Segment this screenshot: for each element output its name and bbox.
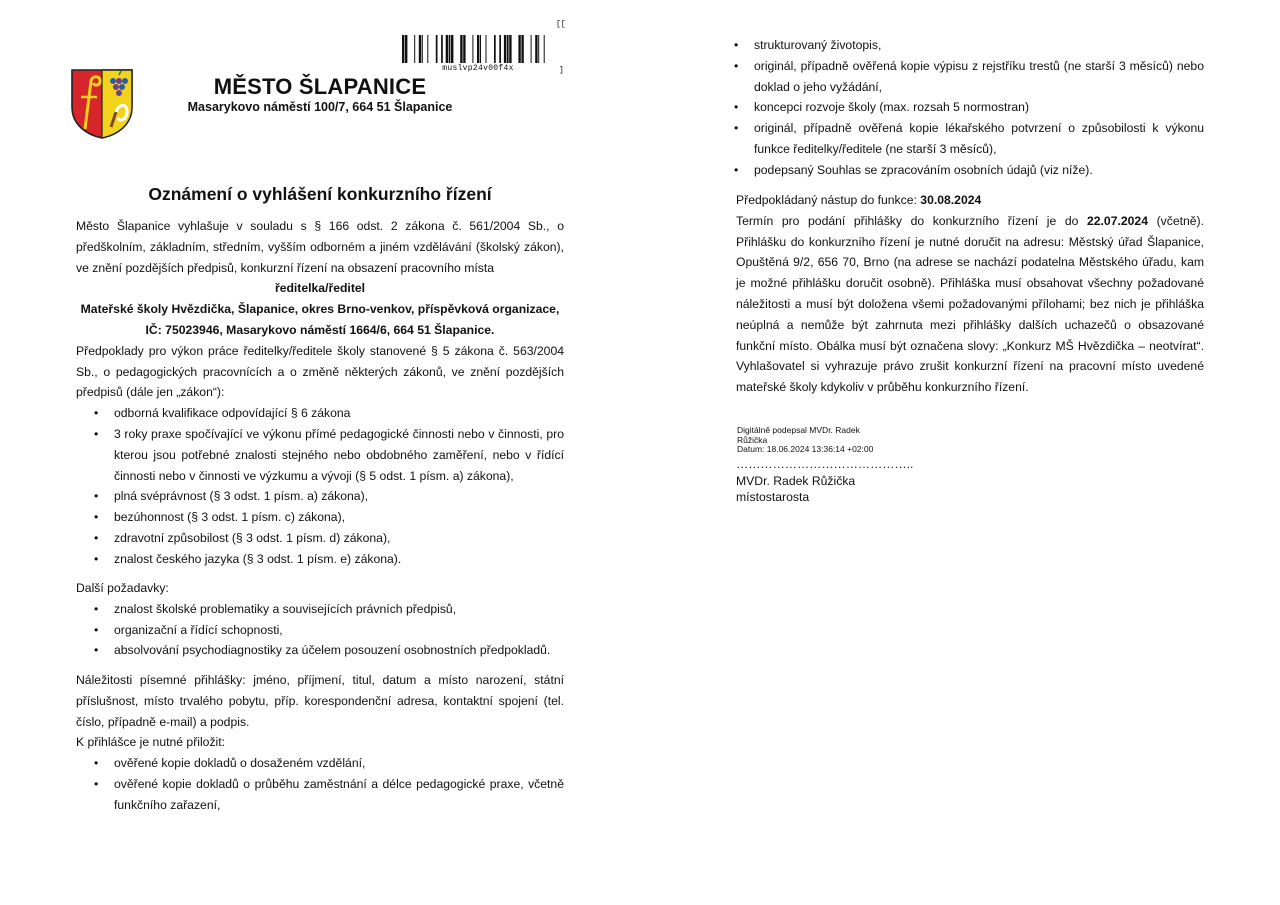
- signatory-name: MVDr. Radek Růžička: [736, 473, 856, 488]
- barcode-bar: [449, 35, 451, 63]
- barcode-bracket-close: ]: [559, 66, 564, 75]
- intro-paragraph: [76, 216, 564, 570]
- barcode-image: [402, 35, 554, 63]
- digital-signature-stamp: [737, 426, 937, 455]
- prerequisite-item: • znalost českého jazyka (§ 3 odst. 1 písm. e) zákona).: [76, 549, 564, 570]
- application-details: Náležitosti písemné přihlášky: jméno, příjmení, titul, datum a místo narození, státní příslušnost, místo trvalého pobytu, příp. korespondenční adresa, kontaktní spojení (tel. číslo, případně e-mail) a podpis.: [76, 673, 564, 729]
- barcode-bar: [472, 35, 473, 63]
- barcode-bar: [463, 35, 465, 63]
- attachments-list-left: [76, 753, 564, 815]
- start-date: 30.08.2024: [920, 193, 982, 207]
- barcode-bar: [477, 35, 479, 63]
- barcode-bar: [419, 35, 421, 63]
- prerequisite-item: • plná svéprávnost (§ 3 odst. 1 písm. a) zákona),: [76, 486, 564, 507]
- prerequisites-intro: Předpoklady pro výkon práce ředitelky/ředitele školy stanovené § 5 zákona č. 563/2004 Sb., o pedagogických pracovnících a o změně některých zákonů, ve znění pozdějších předpisů (dále jen „zákon“):: [76, 343, 564, 400]
- intro-text: Město Šlapanice vyhlašuje v souladu s § 166 odst. 2 zákona č. 561/2004 Sb., o předškolním, základním, středním, vyšším odborném a jiném vzdělávání (školský zákon), ve znění pozdějších předpisů, konkurzní řízení na obsazení pracovního místa: [76, 219, 564, 275]
- barcode-bracket-open: [[: [556, 20, 566, 29]
- school-line-1: Mateřské školy Hvězdička, Šlapanice, okres Brno-venkov, příspěvková organizace,: [80, 302, 560, 317]
- city-address: Masarykovo náměstí 100/7, 664 51 Šlapanice: [187, 100, 453, 114]
- barcode-bar: [436, 35, 438, 63]
- barcode-bar: [414, 35, 415, 63]
- other-requirements-heading: Další požadavky:: [76, 581, 169, 595]
- other-requirements-list: [76, 599, 564, 661]
- barcode-text: muslvp24v00f4x: [442, 64, 514, 73]
- barcode-bar: [521, 35, 523, 63]
- barcode-bar: [441, 35, 443, 63]
- barcode-bar: [446, 35, 448, 63]
- barcode-bar: [535, 35, 537, 63]
- deadline-text-before: Termín pro podání přihlášky do konkurzního řízení je do: [736, 213, 1087, 228]
- attachment-item: • originál, případně ověřená kopie lékařského potvrzení o způsobilosti k výkonu funkce ředitelky/ředitele (ne starší 3 měsíců),: [716, 118, 1204, 160]
- school-line-2: IČ: 75023946, Masarykovo náměstí 1664/6, 664 51 Šlapanice.: [145, 322, 495, 337]
- barcode-bar: [494, 35, 496, 63]
- barcode-bar: [422, 35, 423, 63]
- other-requirement-item: • znalost školské problematiky a souvisejících právních předpisů,: [76, 599, 564, 620]
- attachment-item: • originál, případně ověřená kopie výpisu z rejstříku trestů (ne starší 3 měsíců) nebo doklad o jeho vyžádání,: [716, 56, 1204, 98]
- start-paragraph: [736, 190, 1204, 211]
- barcode-bar: [451, 35, 453, 63]
- start-label: Předpokládaný nástup do funkce:: [736, 193, 921, 207]
- attachments-heading: K přihlášce je nutné přiložit:: [76, 735, 226, 750]
- attachment-item: • koncepci rozvoje školy (max. rozsah 5 normostran): [716, 97, 1204, 118]
- attachments-continued: [716, 35, 1204, 181]
- barcode-bar: [402, 35, 404, 63]
- prerequisite-item: • 3 roky praxe spočívající ve výkonu přímé pedagogické činnosti nebo v činnosti, pro kterou jsou potřebné znalosti stejného nebo obdobného zaměření, nebo v řídící činnosti nebo v činnosti ve výzkumu a vývoji (§ 5 odst. 1 písm. a) zákona),: [76, 424, 564, 486]
- barcode-bar: [531, 35, 532, 63]
- barcode-bar: [499, 35, 501, 63]
- document-title: Oznámení o vyhlášení konkurzního řízení: [148, 184, 492, 204]
- other-requirements-section: [76, 578, 564, 661]
- barcode-bar: [480, 35, 481, 63]
- digital-signature-line-2: Růžička: [737, 434, 768, 445]
- position-role: ředitelka/ředitel: [274, 281, 366, 296]
- prerequisite-item: • odborná kvalifikace odpovídající § 6 zákona: [76, 403, 564, 424]
- deadline-date: 22.07.2024: [1086, 213, 1148, 228]
- barcode-bar: [518, 35, 520, 63]
- other-requirement-item: • organizační a řídící schopnosti,: [76, 620, 564, 641]
- application-section: [76, 670, 564, 816]
- digital-signature-date: Datum: 18.06.2024 13:36:14 +02:00: [737, 444, 874, 455]
- dates-section: [736, 190, 1204, 398]
- signature-dots: ……………………………………..: [736, 457, 914, 471]
- city-name: MĚSTO ŠLAPANICE: [213, 74, 427, 99]
- attachments-list-right: [716, 35, 1204, 181]
- prerequisite-item: • zdravotní způsobilost (§ 3 odst. 1 písm. d) zákona),: [76, 528, 564, 549]
- attachment-item: • podepsaný Souhlas se zpracováním osobních údajů (viz níže).: [716, 160, 1204, 181]
- signatory-title: místostarosta: [736, 490, 810, 504]
- barcode-bar: [405, 35, 407, 63]
- barcode-bar: [509, 35, 511, 63]
- signature-block: [736, 456, 1036, 506]
- attachment-item: • strukturovaný životopis,: [716, 35, 1204, 56]
- attachment-item: • ověřené kopie dokladů o dosaženém vzdělání,: [76, 753, 564, 774]
- other-requirement-item: • absolvování psychodiagnostiky za účelem posouzení osobnostních předpokladů.: [76, 640, 564, 661]
- barcode-bar: [486, 35, 487, 63]
- barcode-bar: [460, 35, 462, 63]
- prerequisite-item: • bezúhonnost (§ 3 odst. 1 písm. c) zákona),: [76, 507, 564, 528]
- attachment-item: • ověřené kopie dokladů o průběhu zaměstnání a délce pedagogické praxe, včetně funkčního zařazení,: [76, 774, 564, 816]
- barcode-bar: [427, 35, 428, 63]
- digital-signature-line-1: Digitálně podepsal MVDr. Radek: [737, 425, 860, 435]
- deadline-paragraph: [736, 211, 1204, 398]
- city-crest-icon: [69, 67, 135, 139]
- barcode-bar: [504, 35, 506, 63]
- barcode-bar: [507, 35, 509, 63]
- barcode-bar: [544, 35, 545, 63]
- prerequisites-list: [76, 403, 564, 569]
- barcode-bar: [538, 35, 539, 63]
- deadline-text-after: (včetně). Přihlášku do konkurzního řízení je nutné doručit na adresu: Městský úřad Šlapanice, Opuštěná 9/2, 656 70, Brno (na adrese se nachází podatelna Městského úřadu, kam je možné přihlášku doručit osobně). Přihláška musí obsahovat všechny požadované náležitosti a musí být doložena všemi požadovanými přílohami; bez nich je přihláška neúplná a nemůže být zahrnuta mezi přihlášky dalších uchazečů o obsazované funkční místo. Obálka musí být označena slovy: „Konkurz MŠ Hvězdička – neotvírat“. Vyhlašovatel si vyhrazuje právo zrušit konkurzní řízení na pracovní místo uvedené mateřské školy kdykoliv v průběhu konkurzního řízení.: [736, 213, 1204, 395]
